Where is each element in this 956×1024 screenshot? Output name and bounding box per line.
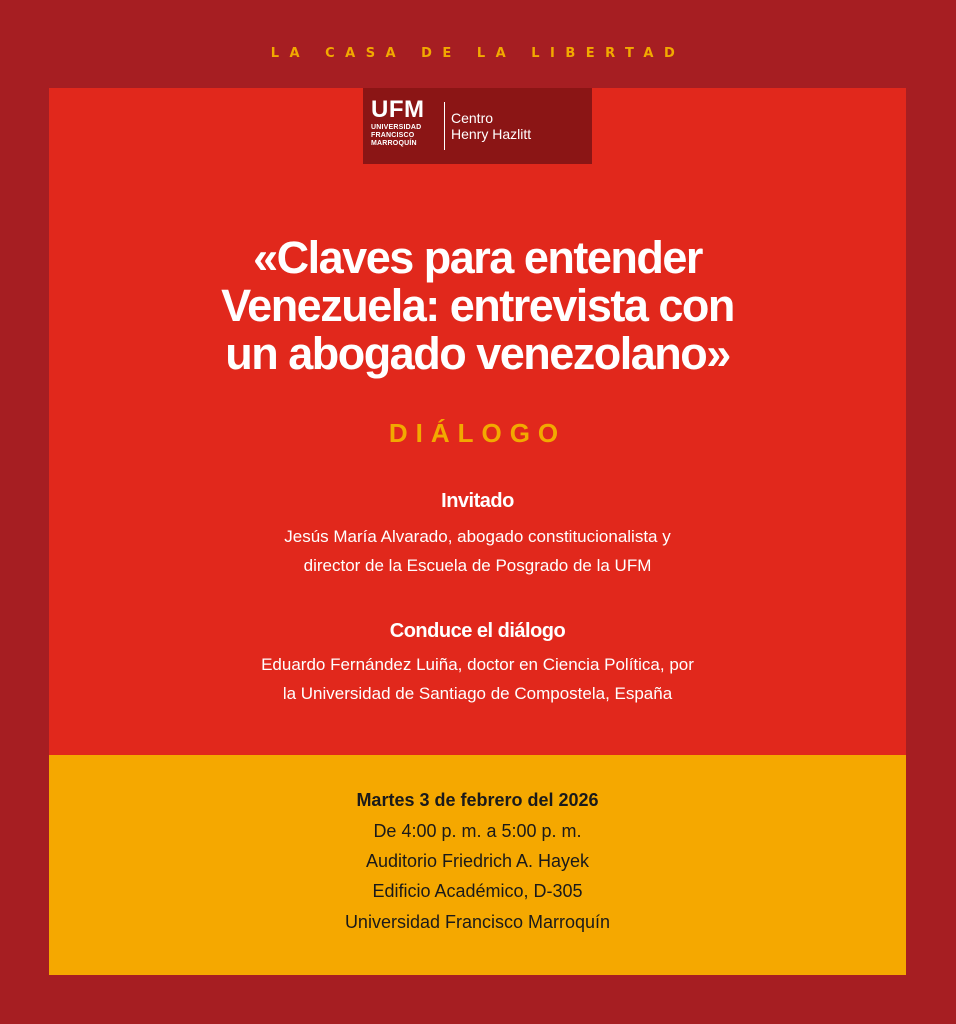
guest-heading: Invitado <box>441 490 514 512</box>
guest-description-line: Jesús María Alvarado, abogado constitucionalista y <box>284 527 671 546</box>
moderator-description-line: Eduardo Fernández Luiña, doctor en Ciencia Política, por <box>261 655 694 674</box>
event-format: DIÁLOGO <box>388 418 567 448</box>
logo-center-name: Henry Hazlitt <box>451 126 532 142</box>
guest-description <box>49 522 906 580</box>
event-title-line: Venezuela: entrevista con <box>221 280 734 331</box>
event-date: Martes 3 de febrero del 2026 <box>356 790 599 810</box>
logo-sub-line: UNIVERSIDAD <box>371 124 422 131</box>
logo-divider <box>444 102 445 150</box>
event-time: De 4:00 p. m. a 5:00 p. m. <box>373 821 582 841</box>
moderator-heading: Conduce el diálogo <box>389 620 566 642</box>
moderator-description <box>49 650 906 708</box>
event-venue: Auditorio Friedrich A. Hayek <box>365 851 590 871</box>
ufm-hazlitt-logo <box>363 88 592 164</box>
event-title <box>49 234 906 378</box>
logo-sub-line: FRANCISCO <box>371 132 415 139</box>
event-details-band <box>49 755 906 975</box>
tagline: LA CASA DE LA LIBERTAD <box>270 46 686 61</box>
event-title-line: «Claves para entender <box>253 232 702 283</box>
logo-sub-line: MARROQUÍN <box>371 140 417 147</box>
logo-acronym: UFM <box>371 96 425 123</box>
guest-description-line: director de la Escuela de Posgrado de la UFM <box>303 556 652 575</box>
moderator-description-line: la Universidad de Santiago de Compostela, España <box>282 684 673 703</box>
main-panel <box>49 88 906 755</box>
logo-center-label: Centro <box>451 110 494 126</box>
event-university: Universidad Francisco Marroquín <box>344 912 611 932</box>
event-building: Edificio Académico, D-305 <box>372 881 583 901</box>
event-title-line: un abogado venezolano» <box>225 328 730 379</box>
